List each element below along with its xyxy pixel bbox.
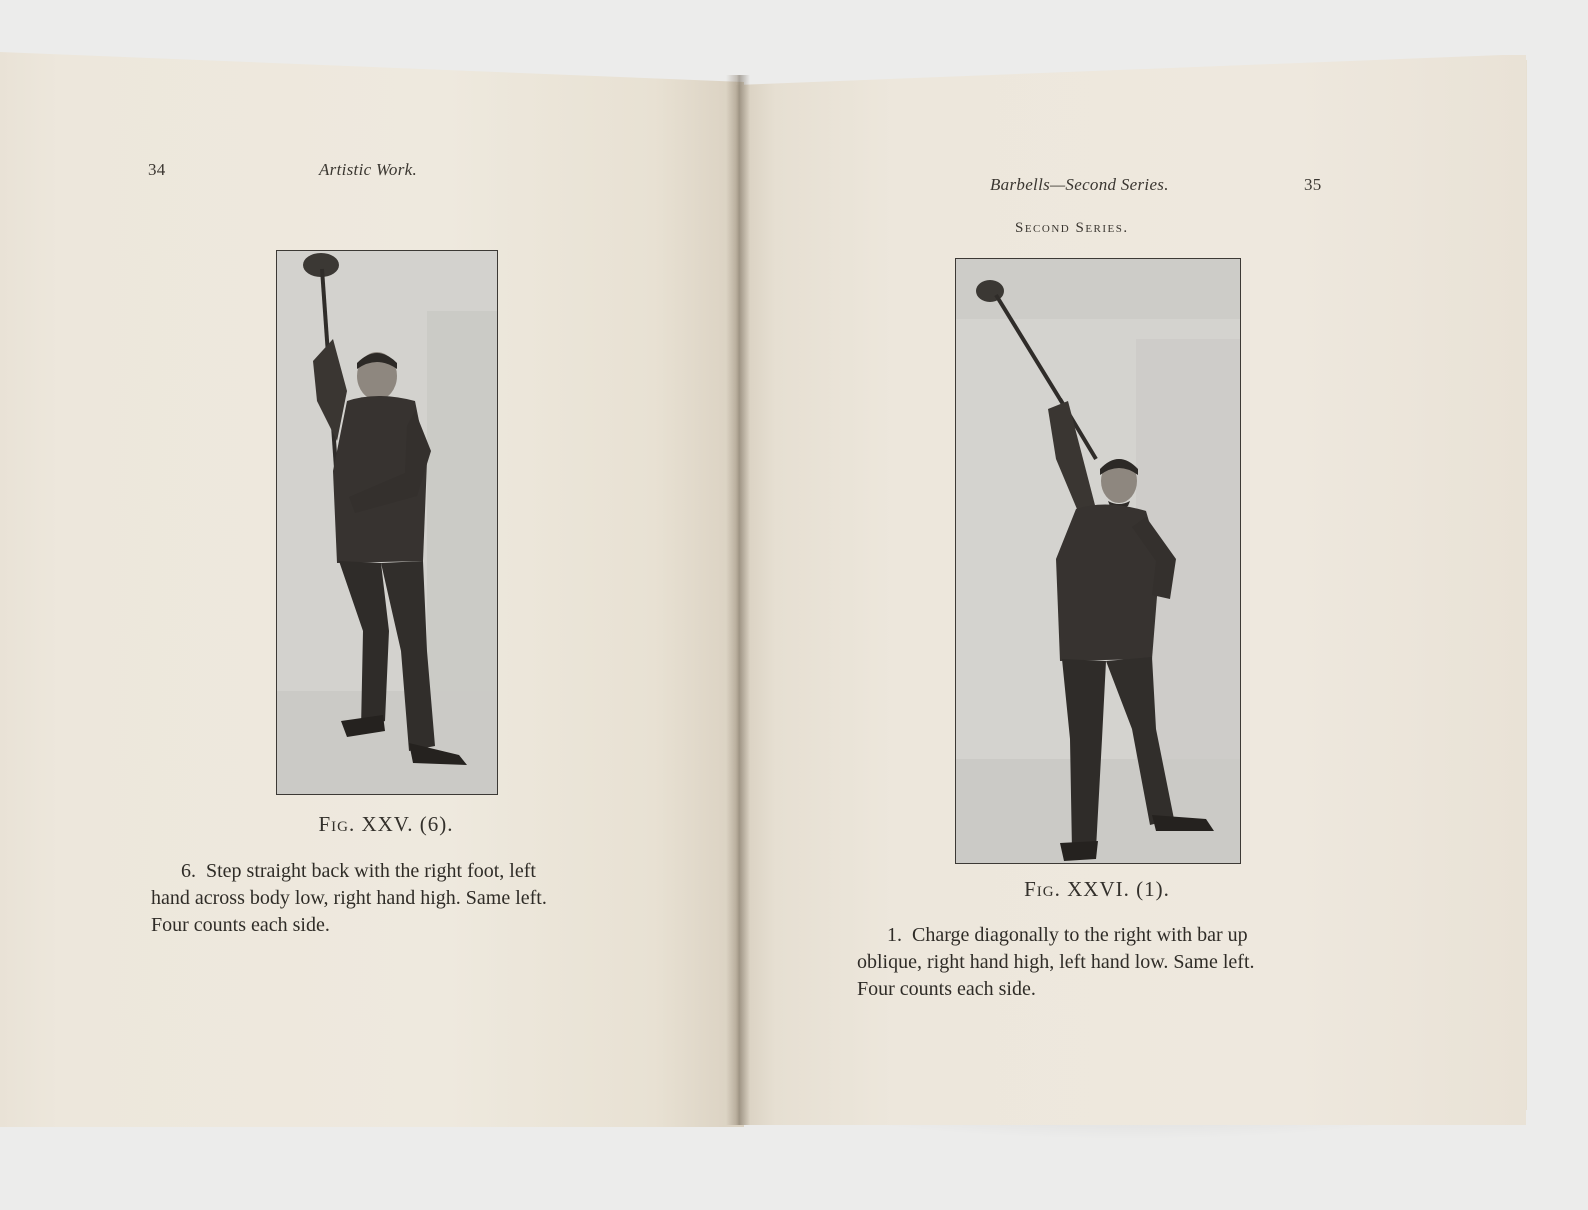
right-page-number: 35 <box>1304 175 1322 194</box>
right-paragraph-number: 1. <box>887 924 902 946</box>
right-paragraph-line-1: Charge diagonally to the right with bar up <box>912 924 1248 946</box>
figure-xxv-caption: Fig. XXV. (6). <box>318 812 454 836</box>
left-paragraph-number: 6. <box>181 860 196 882</box>
left-running-title: Artistic Work. <box>319 160 418 179</box>
left-paragraph-line-2: hand across body low, right hand high. Same left. <box>151 887 547 909</box>
right-running-title: Barbells—Second Series. <box>990 175 1169 194</box>
left-paragraph-line-3: Four counts each side. <box>151 914 330 936</box>
left-paragraph <box>151 858 623 939</box>
figure-xxvi-photo <box>955 258 1241 864</box>
photo-man-charging-with-barbell-up-oblique-icon <box>956 259 1240 863</box>
figure-xxv-photo <box>276 250 498 795</box>
right-paragraph-line-2: oblique, right hand high, left hand low. Same left. <box>857 951 1255 973</box>
book-gutter <box>726 75 750 1125</box>
right-paragraph <box>857 922 1329 1003</box>
section-heading: Second Series. <box>1015 220 1129 236</box>
right-paragraph-line-3: Four counts each side. <box>857 978 1036 1000</box>
left-paragraph-line-1: Step straight back with the right foot, left <box>206 860 536 882</box>
left-page-number: 34 <box>148 160 166 179</box>
figure-xxvi-caption: Fig. XXVI. (1). <box>1024 877 1170 901</box>
photo-man-holding-barbell-vertically-icon <box>277 251 497 794</box>
